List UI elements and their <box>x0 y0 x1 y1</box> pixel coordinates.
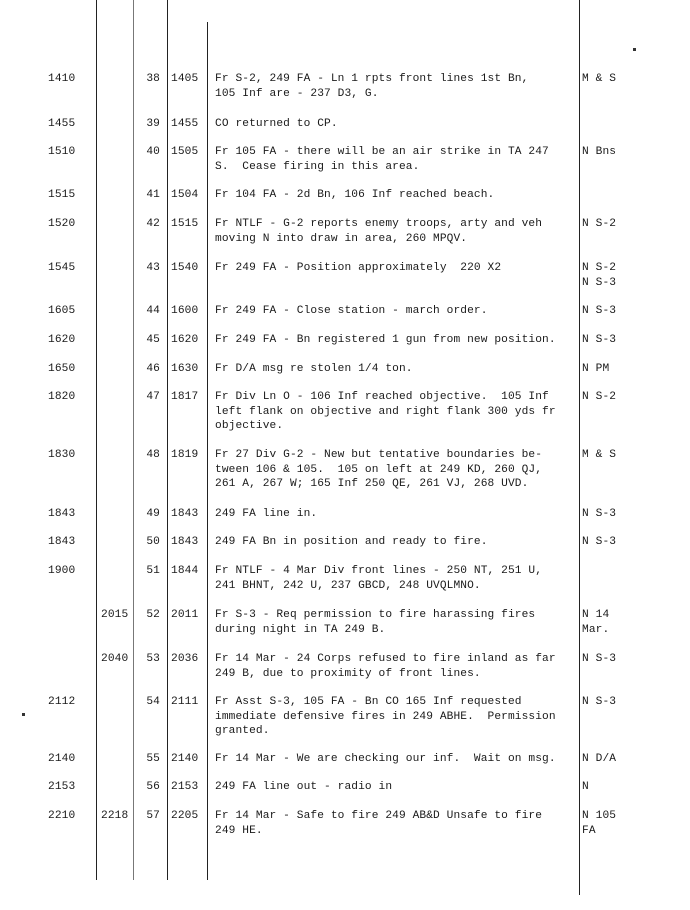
column-rule-2 <box>133 0 134 880</box>
message-time: 1620 <box>171 334 199 346</box>
time-in: 1620 <box>48 334 76 346</box>
message-text: 249 FA Bn in position and ready to fire. <box>215 536 488 548</box>
serial-number: 43 <box>146 262 160 274</box>
serial-number: 49 <box>146 508 160 520</box>
time-in: 1410 <box>48 73 76 85</box>
scan-speck <box>22 713 25 716</box>
action-taken: N D/A <box>582 753 617 765</box>
message-text: Fr S-2, 249 FA - Ln 1 rpts front lines 1st Bn, 105 Inf are - 237 D3, G. <box>215 73 529 100</box>
message-text: Fr Div Ln O - 106 Inf reached objective. 105 Inf left flank on objective and right flank 300 yds fr objective. <box>215 391 556 433</box>
action-taken: N S-3 <box>582 508 617 520</box>
message-text: 249 FA line out - radio in <box>215 781 393 793</box>
message-time: 1504 <box>171 189 199 201</box>
action-taken: N 105 FA <box>582 810 617 837</box>
message-text: Fr D/A msg re stolen 1/4 ton. <box>215 363 413 375</box>
serial-number: 57 <box>146 810 160 822</box>
message-text: Fr 14 Mar - Safe to fire 249 AB&D Unsafe to fire 249 HE. <box>215 810 543 837</box>
message-time: 2111 <box>171 696 199 708</box>
scan-speck <box>633 48 636 51</box>
message-time: 1817 <box>171 391 199 403</box>
serial-number: 50 <box>146 536 160 548</box>
column-rule-4 <box>207 22 208 880</box>
time-in: 1820 <box>48 391 76 403</box>
serial-number: 51 <box>146 565 160 577</box>
message-text: Fr NTLF - G-2 reports enemy troops, arty and veh moving N into draw in area, 260 MPQV. <box>215 218 543 245</box>
time-out: 2040 <box>101 653 129 665</box>
message-time: 1630 <box>171 363 199 375</box>
serial-number: 54 <box>146 696 160 708</box>
serial-number: 42 <box>146 218 160 230</box>
message-time: 1455 <box>171 118 199 130</box>
message-time: 1405 <box>171 73 199 85</box>
time-in: 2140 <box>48 753 76 765</box>
action-taken: N S-3 <box>582 334 617 346</box>
message-time: 1843 <box>171 508 199 520</box>
serial-number: 40 <box>146 146 160 158</box>
message-text: Fr 104 FA - 2d Bn, 106 Inf reached beach. <box>215 189 495 201</box>
message-time: 1515 <box>171 218 199 230</box>
serial-number: 47 <box>146 391 160 403</box>
serial-number: 45 <box>146 334 160 346</box>
time-in: 2210 <box>48 810 76 822</box>
message-time: 2036 <box>171 653 199 665</box>
action-taken: N S-2 N S-3 <box>582 262 617 289</box>
action-taken: N S-2 <box>582 218 617 230</box>
time-in: 1605 <box>48 305 76 317</box>
action-taken: N PM <box>582 363 610 375</box>
message-text: Fr NTLF - 4 Mar Div front lines - 250 NT, 251 U, 241 BHNT, 242 U, 237 GBCD, 248 UVQLMNO. <box>215 565 543 592</box>
message-text: Fr 105 FA - there will be an air strike in TA 247 S. Cease firing in this area. <box>215 146 549 173</box>
time-out: 2015 <box>101 609 129 621</box>
action-taken: N 14 Mar. <box>582 609 610 636</box>
serial-number: 46 <box>146 363 160 375</box>
message-text: CO returned to CP. <box>215 118 338 130</box>
serial-number: 44 <box>146 305 160 317</box>
time-in: 1510 <box>48 146 76 158</box>
message-text: Fr 249 FA - Bn registered 1 gun from new position. <box>215 334 556 346</box>
message-time: 2011 <box>171 609 199 621</box>
time-in: 2112 <box>48 696 76 708</box>
message-text: 249 FA line in. <box>215 508 318 520</box>
message-time: 2140 <box>171 753 199 765</box>
serial-number: 52 <box>146 609 160 621</box>
serial-number: 38 <box>146 73 160 85</box>
action-taken: N S-2 <box>582 391 617 403</box>
time-out: 2218 <box>101 810 129 822</box>
action-taken: N S-3 <box>582 536 617 548</box>
action-taken: N <box>582 781 589 793</box>
column-rule-1 <box>96 0 97 880</box>
time-in: 1455 <box>48 118 76 130</box>
column-rule-3 <box>167 0 168 880</box>
action-taken: N S-3 <box>582 653 617 665</box>
action-taken: M & S <box>582 449 617 461</box>
serial-number: 41 <box>146 189 160 201</box>
time-in: 2153 <box>48 781 76 793</box>
message-time: 2205 <box>171 810 199 822</box>
message-text: Fr 249 FA - Close station - march order. <box>215 305 488 317</box>
time-in: 1843 <box>48 508 76 520</box>
action-taken: N Bns <box>582 146 617 158</box>
message-time: 1844 <box>171 565 199 577</box>
message-text: Fr 14 Mar - We are checking our inf. Wait on msg. <box>215 753 556 765</box>
action-taken: M & S <box>582 73 617 85</box>
message-time: 1843 <box>171 536 199 548</box>
serial-number: 56 <box>146 781 160 793</box>
serial-number: 39 <box>146 118 160 130</box>
message-text: Fr S-3 - Req permission to fire harassing fires during night in TA 249 B. <box>215 609 536 636</box>
serial-number: 48 <box>146 449 160 461</box>
message-text: Fr 249 FA - Position approximately 220 X2 <box>215 262 502 274</box>
time-in: 1650 <box>48 363 76 375</box>
message-time: 2153 <box>171 781 199 793</box>
time-in: 1843 <box>48 536 76 548</box>
message-text: Fr 27 Div G-2 - New but tentative boundaries be- tween 106 & 105. 105 on left at 249 KD, 260 QJ, 261 A, 267 W; 165 Inf 250 QE, 261 VJ, 268 UVD. <box>215 449 543 491</box>
time-in: 1900 <box>48 565 76 577</box>
action-taken: N S-3 <box>582 696 617 708</box>
serial-number: 53 <box>146 653 160 665</box>
time-in: 1520 <box>48 218 76 230</box>
message-time: 1600 <box>171 305 199 317</box>
serial-number: 55 <box>146 753 160 765</box>
message-time: 1505 <box>171 146 199 158</box>
message-text: Fr 14 Mar - 24 Corps refused to fire inland as far 249 B, due to proximity of front lines. <box>215 653 556 680</box>
message-time: 1540 <box>171 262 199 274</box>
time-in: 1545 <box>48 262 76 274</box>
time-in: 1515 <box>48 189 76 201</box>
message-text: Fr Asst S-3, 105 FA - Bn CO 165 Inf requested immediate defensive fires in 249 ABHE. Permission granted. <box>215 696 556 738</box>
time-in: 1830 <box>48 449 76 461</box>
action-taken: N S-3 <box>582 305 617 317</box>
message-time: 1819 <box>171 449 199 461</box>
